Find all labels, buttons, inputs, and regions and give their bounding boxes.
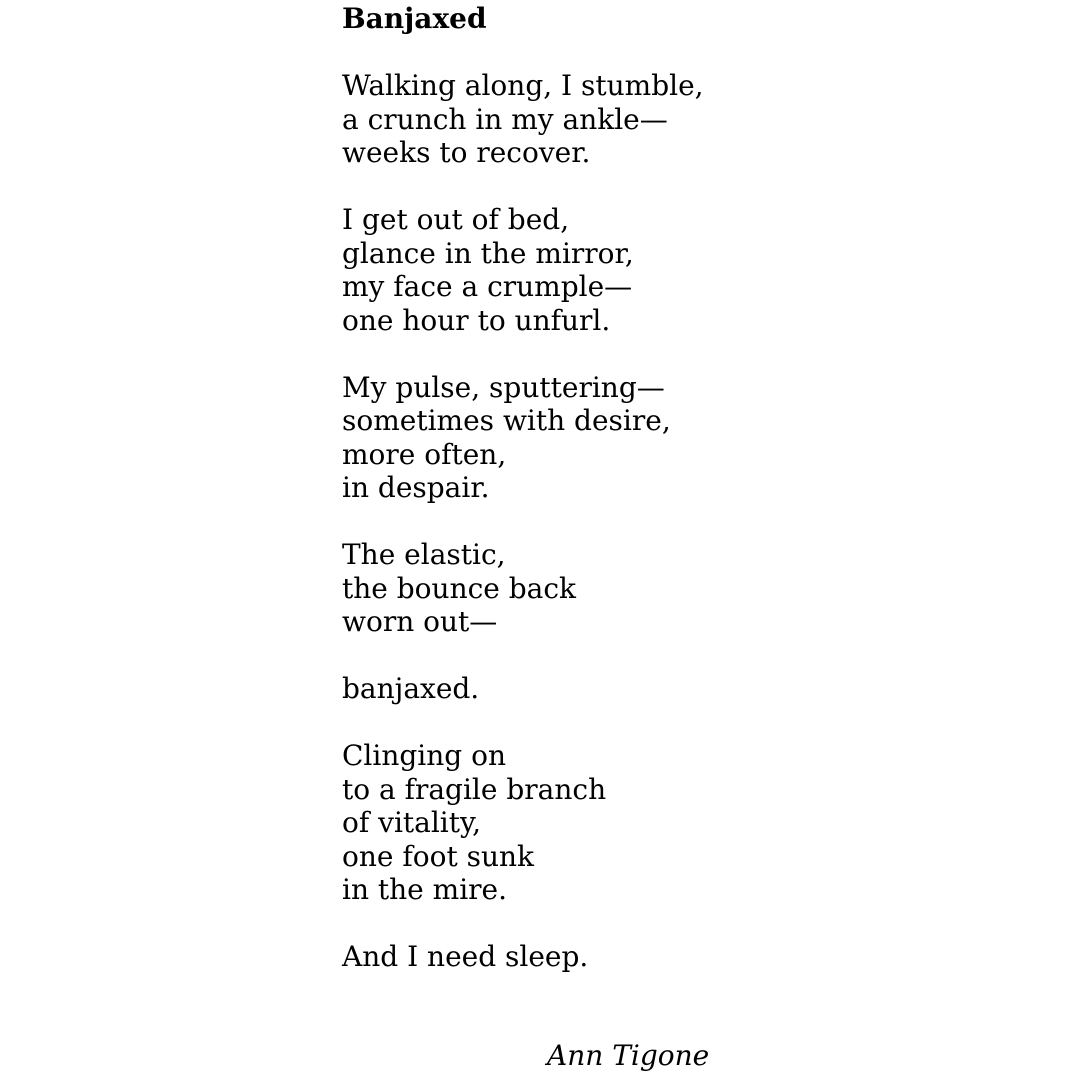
poem-line: one hour to unfurl. — [342, 303, 611, 337]
poem-line: the bounce back — [342, 571, 577, 605]
poem — [342, 0, 942, 974]
poem-line: sometimes with desire, — [342, 404, 671, 437]
stanza-2 — [342, 203, 942, 337]
stanza-6 — [342, 739, 942, 907]
poem-line: banjaxed. — [342, 672, 480, 705]
poem-line: weeks to recover. — [342, 136, 591, 169]
poem-line: The elastic, — [342, 538, 506, 571]
poem-line: Clinging on — [342, 739, 506, 772]
poem-line: My pulse, sputtering— — [342, 370, 665, 404]
poem-line: more often, — [342, 437, 507, 471]
stanza-1 — [342, 69, 942, 170]
poem-title: Banjaxed — [342, 2, 487, 35]
poem-line: one foot sunk — [342, 839, 534, 873]
poem-line: And I need sleep. — [342, 940, 589, 973]
poem-line: worn out— — [342, 605, 498, 638]
poem-line: glance in the mirror, — [342, 236, 634, 270]
poem-line: a crunch in my ankle— — [342, 102, 668, 136]
poem-line: in despair. — [342, 471, 490, 504]
poem-line: to a fragile branch — [342, 772, 607, 806]
stanza-4 — [342, 538, 942, 639]
stanza-5 — [342, 672, 942, 706]
poem-line: Walking along, I stumble, — [342, 69, 704, 102]
stanza-7 — [342, 940, 942, 974]
poem-author: Ann Tigone — [547, 1039, 710, 1072]
stanza-3 — [342, 371, 942, 505]
poem-line: I get out of bed, — [342, 203, 570, 236]
poem-line: in the mire. — [342, 873, 508, 906]
poem-line: my face a crumple— — [342, 270, 633, 303]
poem-line: of vitality, — [342, 806, 482, 839]
